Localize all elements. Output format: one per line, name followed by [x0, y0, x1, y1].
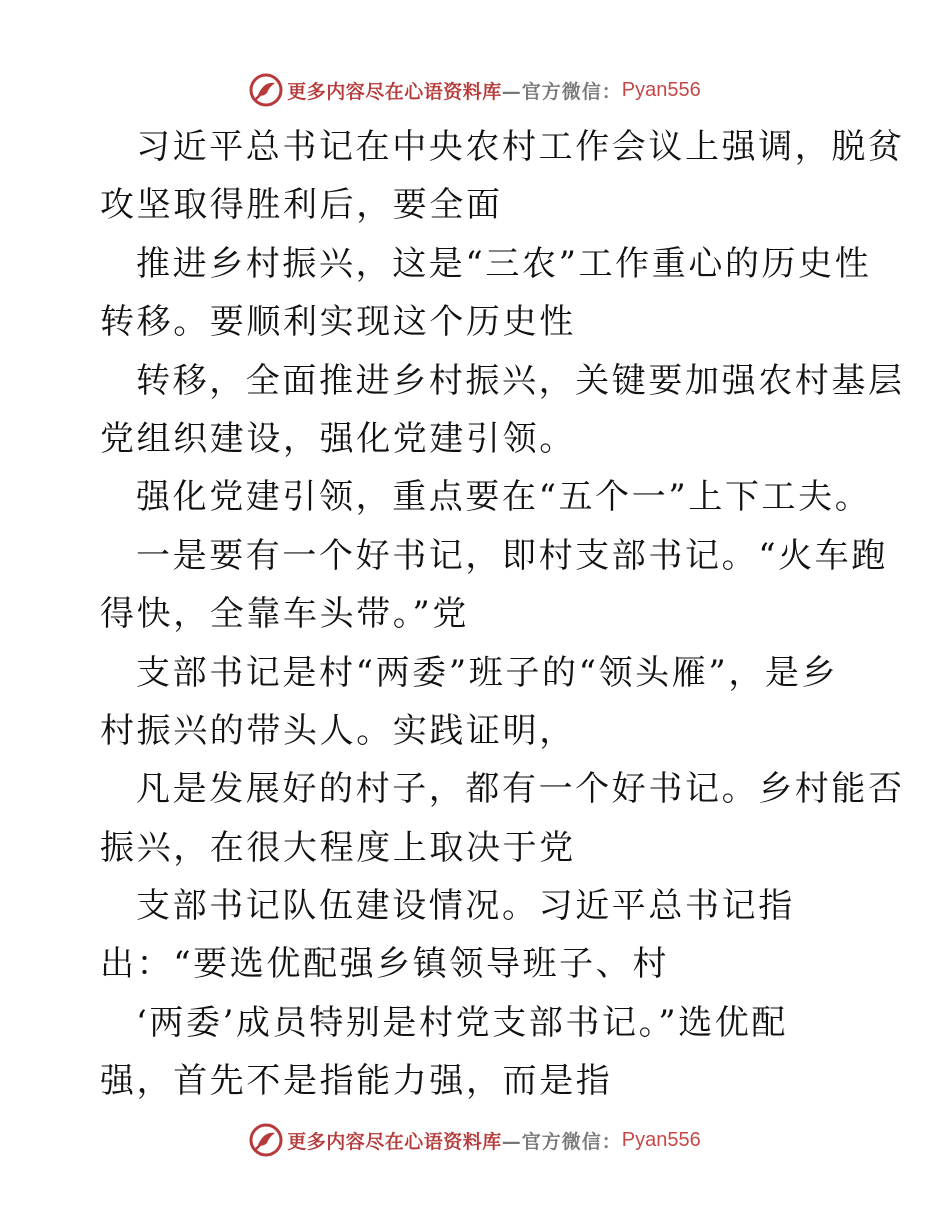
text-line: 攻坚取得胜利后，要全面 — [100, 185, 503, 226]
brand-logo-icon — [249, 73, 283, 107]
footer-banner — [0, 1120, 950, 1160]
text-line: 支部书记是村“两委”班子的“领头雁”，是乡 — [136, 652, 839, 693]
text-line: ‘两委’成员特别是村党支部书记。”选优配 — [136, 1002, 788, 1043]
brand-logo-icon — [249, 1123, 283, 1157]
header-official-text: —官方微信： — [501, 80, 622, 103]
text-line: 一是要有一个好书记，即村支部书记。“火车跑 — [136, 535, 888, 576]
footer-official-text: —官方微信： — [501, 1130, 622, 1153]
header-banner — [0, 70, 950, 110]
text-line: 强化党建引领，重点要在“五个一”上下工夫。 — [136, 477, 872, 518]
text-line: 村振兴的带头人。实践证明， — [100, 710, 576, 751]
text-line: 出：“要选优配强乡镇领导班子、村 — [100, 944, 669, 985]
text-line: 推进乡村振兴，这是“三农”工作重心的历史性 — [136, 243, 872, 284]
footer-brand-text: 更多内容尽在心语资料库 — [287, 1130, 502, 1153]
text-line: 转移，全面推进乡村振兴，关键要加强农村基层 — [136, 360, 905, 401]
text-line: 凡是发展好的村子，都有一个好书记。乡村能否 — [136, 769, 905, 810]
text-line: 振兴，在很大程度上取决于党 — [100, 827, 576, 868]
text-line: 强，首先不是指能力强，而是指 — [100, 1061, 613, 1102]
body-text — [100, 118, 905, 1111]
text-line: 支部书记队伍建设情况。习近平总书记指 — [136, 886, 795, 927]
text-line: 习近平总书记在中央农村工作会议上强调，脱贫 — [136, 127, 905, 167]
header-wechat-id: Pyan556 — [621, 78, 701, 101]
text-line: 党组织建设，强化党建引领。 — [100, 418, 576, 459]
text-line: 转移。要顺利实现这个历史性 — [100, 302, 576, 343]
header-brand-text: 更多内容尽在心语资料库 — [287, 80, 502, 103]
text-line: 得快，全靠车头带。”党 — [100, 594, 469, 635]
footer-wechat-id: Pyan556 — [621, 1128, 701, 1151]
